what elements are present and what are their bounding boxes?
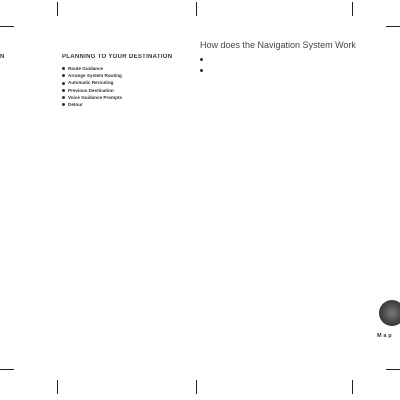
feature-item xyxy=(62,72,192,79)
panel-how-it-works xyxy=(200,56,352,346)
crop-mark-right-top xyxy=(386,26,400,27)
planning-feature-list xyxy=(62,65,192,108)
panel-left-partial xyxy=(0,54,52,344)
feature-item xyxy=(62,94,192,101)
feature-title-text: Voice Guidance Prompts xyxy=(68,94,123,100)
feature-title-text: Previous Destination xyxy=(68,87,114,93)
how-it-works-text xyxy=(200,56,352,74)
feature-title xyxy=(62,72,192,79)
crop-mark-top-right xyxy=(352,2,353,16)
bullet-icon xyxy=(62,74,65,77)
crop-mark-right-bottom xyxy=(386,369,400,370)
crop-mark-top-center xyxy=(196,2,197,16)
bullet-icon xyxy=(62,96,65,99)
bullet-icon xyxy=(200,58,203,61)
bullet-icon xyxy=(62,82,65,85)
bullet-icon xyxy=(200,69,203,72)
text-line xyxy=(200,56,352,63)
map-label: Map xyxy=(377,333,394,339)
feature-title xyxy=(62,94,192,101)
map-seal-icon xyxy=(379,300,400,326)
bullet-icon xyxy=(62,67,65,70)
feature-title-text: Detour xyxy=(68,102,83,108)
feature-title xyxy=(62,101,192,108)
feature-title xyxy=(62,87,192,94)
paragraph xyxy=(200,56,352,63)
feature-title-text: Route Guidance xyxy=(68,66,104,71)
crop-mark-bottom-center xyxy=(196,380,197,394)
crop-mark-bottom-right xyxy=(352,380,353,394)
bullet-icon xyxy=(62,103,65,106)
feature-item xyxy=(62,65,192,72)
crop-mark-left-top xyxy=(0,26,14,27)
crop-mark-left-bottom xyxy=(0,369,14,370)
crop-mark-top-left xyxy=(57,2,58,16)
planning-heading: PLANNING TO YOUR DESTINATION xyxy=(62,54,173,60)
feature-title-text: Arrange System Routing xyxy=(68,73,122,79)
feature-title xyxy=(62,79,192,86)
feature-item xyxy=(62,87,192,94)
feature-title xyxy=(62,65,192,72)
how-it-works-heading: How does the Navigation System Work xyxy=(200,40,356,50)
crop-mark-bottom-left xyxy=(57,380,58,394)
text-line xyxy=(200,67,352,74)
paragraph xyxy=(200,67,352,74)
feature-item xyxy=(62,79,192,86)
bullet-icon xyxy=(62,89,65,92)
feature-item xyxy=(62,101,192,108)
panel-planning xyxy=(62,54,192,344)
panel-left-heading: N xyxy=(0,54,5,60)
feature-title-text: Automatic Rerouting xyxy=(68,80,114,86)
